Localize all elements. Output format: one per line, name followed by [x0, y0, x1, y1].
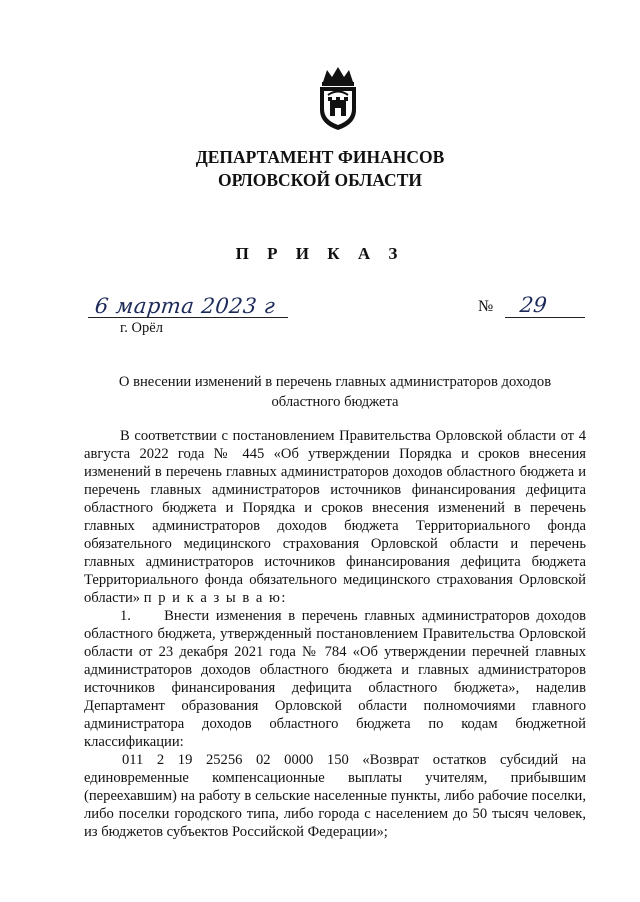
department-line-1: ДЕПАРТАМЕНТ ФИНАНСОВ [195, 147, 445, 167]
budget-code-line: 011 2 19 25256 02 0000 150 «Возврат остатков субсидий на единовременные компенсационные выплаты учителям, прибывшим (переехавшим) на работу в сельские населенные пункты, либо рабочие поселки, либо поселки городского типа, либо города с населением до 50 тысяч человек, из бюджетов субъектов Российской Федерации»; [84, 752, 586, 840]
date-underline [88, 317, 288, 318]
document-type: П Р И К А З [235, 244, 405, 263]
department-line-2: ОРЛОВСКОЙ ОБЛАСТИ [218, 170, 422, 190]
number-underline [505, 317, 585, 318]
city: г. Орёл [120, 320, 163, 336]
department-title [0, 146, 640, 192]
item-1 [84, 607, 586, 751]
item-1-text: Внести изменения в перечень главных администраторов доходов областного бюджета, утвержденный постановлением Правительства Орловской области от 23 декабря 2021 года № 784 «Об утверждении перечней главных администраторов доходов областного бюджета и главных администраторов источников финансирования дефицита областного бюджета», наделив Департамент образования Орловской области полномочиями главного администратора доходов областного бюджета по кодам бюджетной классификации: [84, 608, 587, 750]
handwritten-number: 29 [518, 293, 548, 317]
order-body [84, 427, 586, 841]
number-label: № [478, 298, 494, 315]
item-1-number: 1. [120, 608, 131, 624]
preamble-text: В соответствии с постановлением Правительства Орловской области от 4 августа 2022 года № 445 «Об утверждении Порядка и сроков внесения изменений в перечень главных администраторов доходов областного бюджета и перечень главных администраторов источников финансирования дефицита областного бюджета и Порядка и сроков внесения изменений в перечень главных администраторов доходов бюджета Территориального фонда обязательного медицинского страхования Орловской области и перечень главных администраторов источников финансирования дефицита бюджета Территориального фонда обязательного медицинского страхования Орловской области» [84, 428, 586, 606]
preamble [84, 427, 586, 607]
handwritten-date: 6 марта 2023 г [93, 294, 277, 318]
order-word: п р и к а з ы в а ю: [143, 590, 287, 606]
coat-of-arms-icon [313, 64, 363, 132]
order-subject: О внесении изменений в перечень главных администраторов доходов областного бюджета [118, 374, 552, 410]
